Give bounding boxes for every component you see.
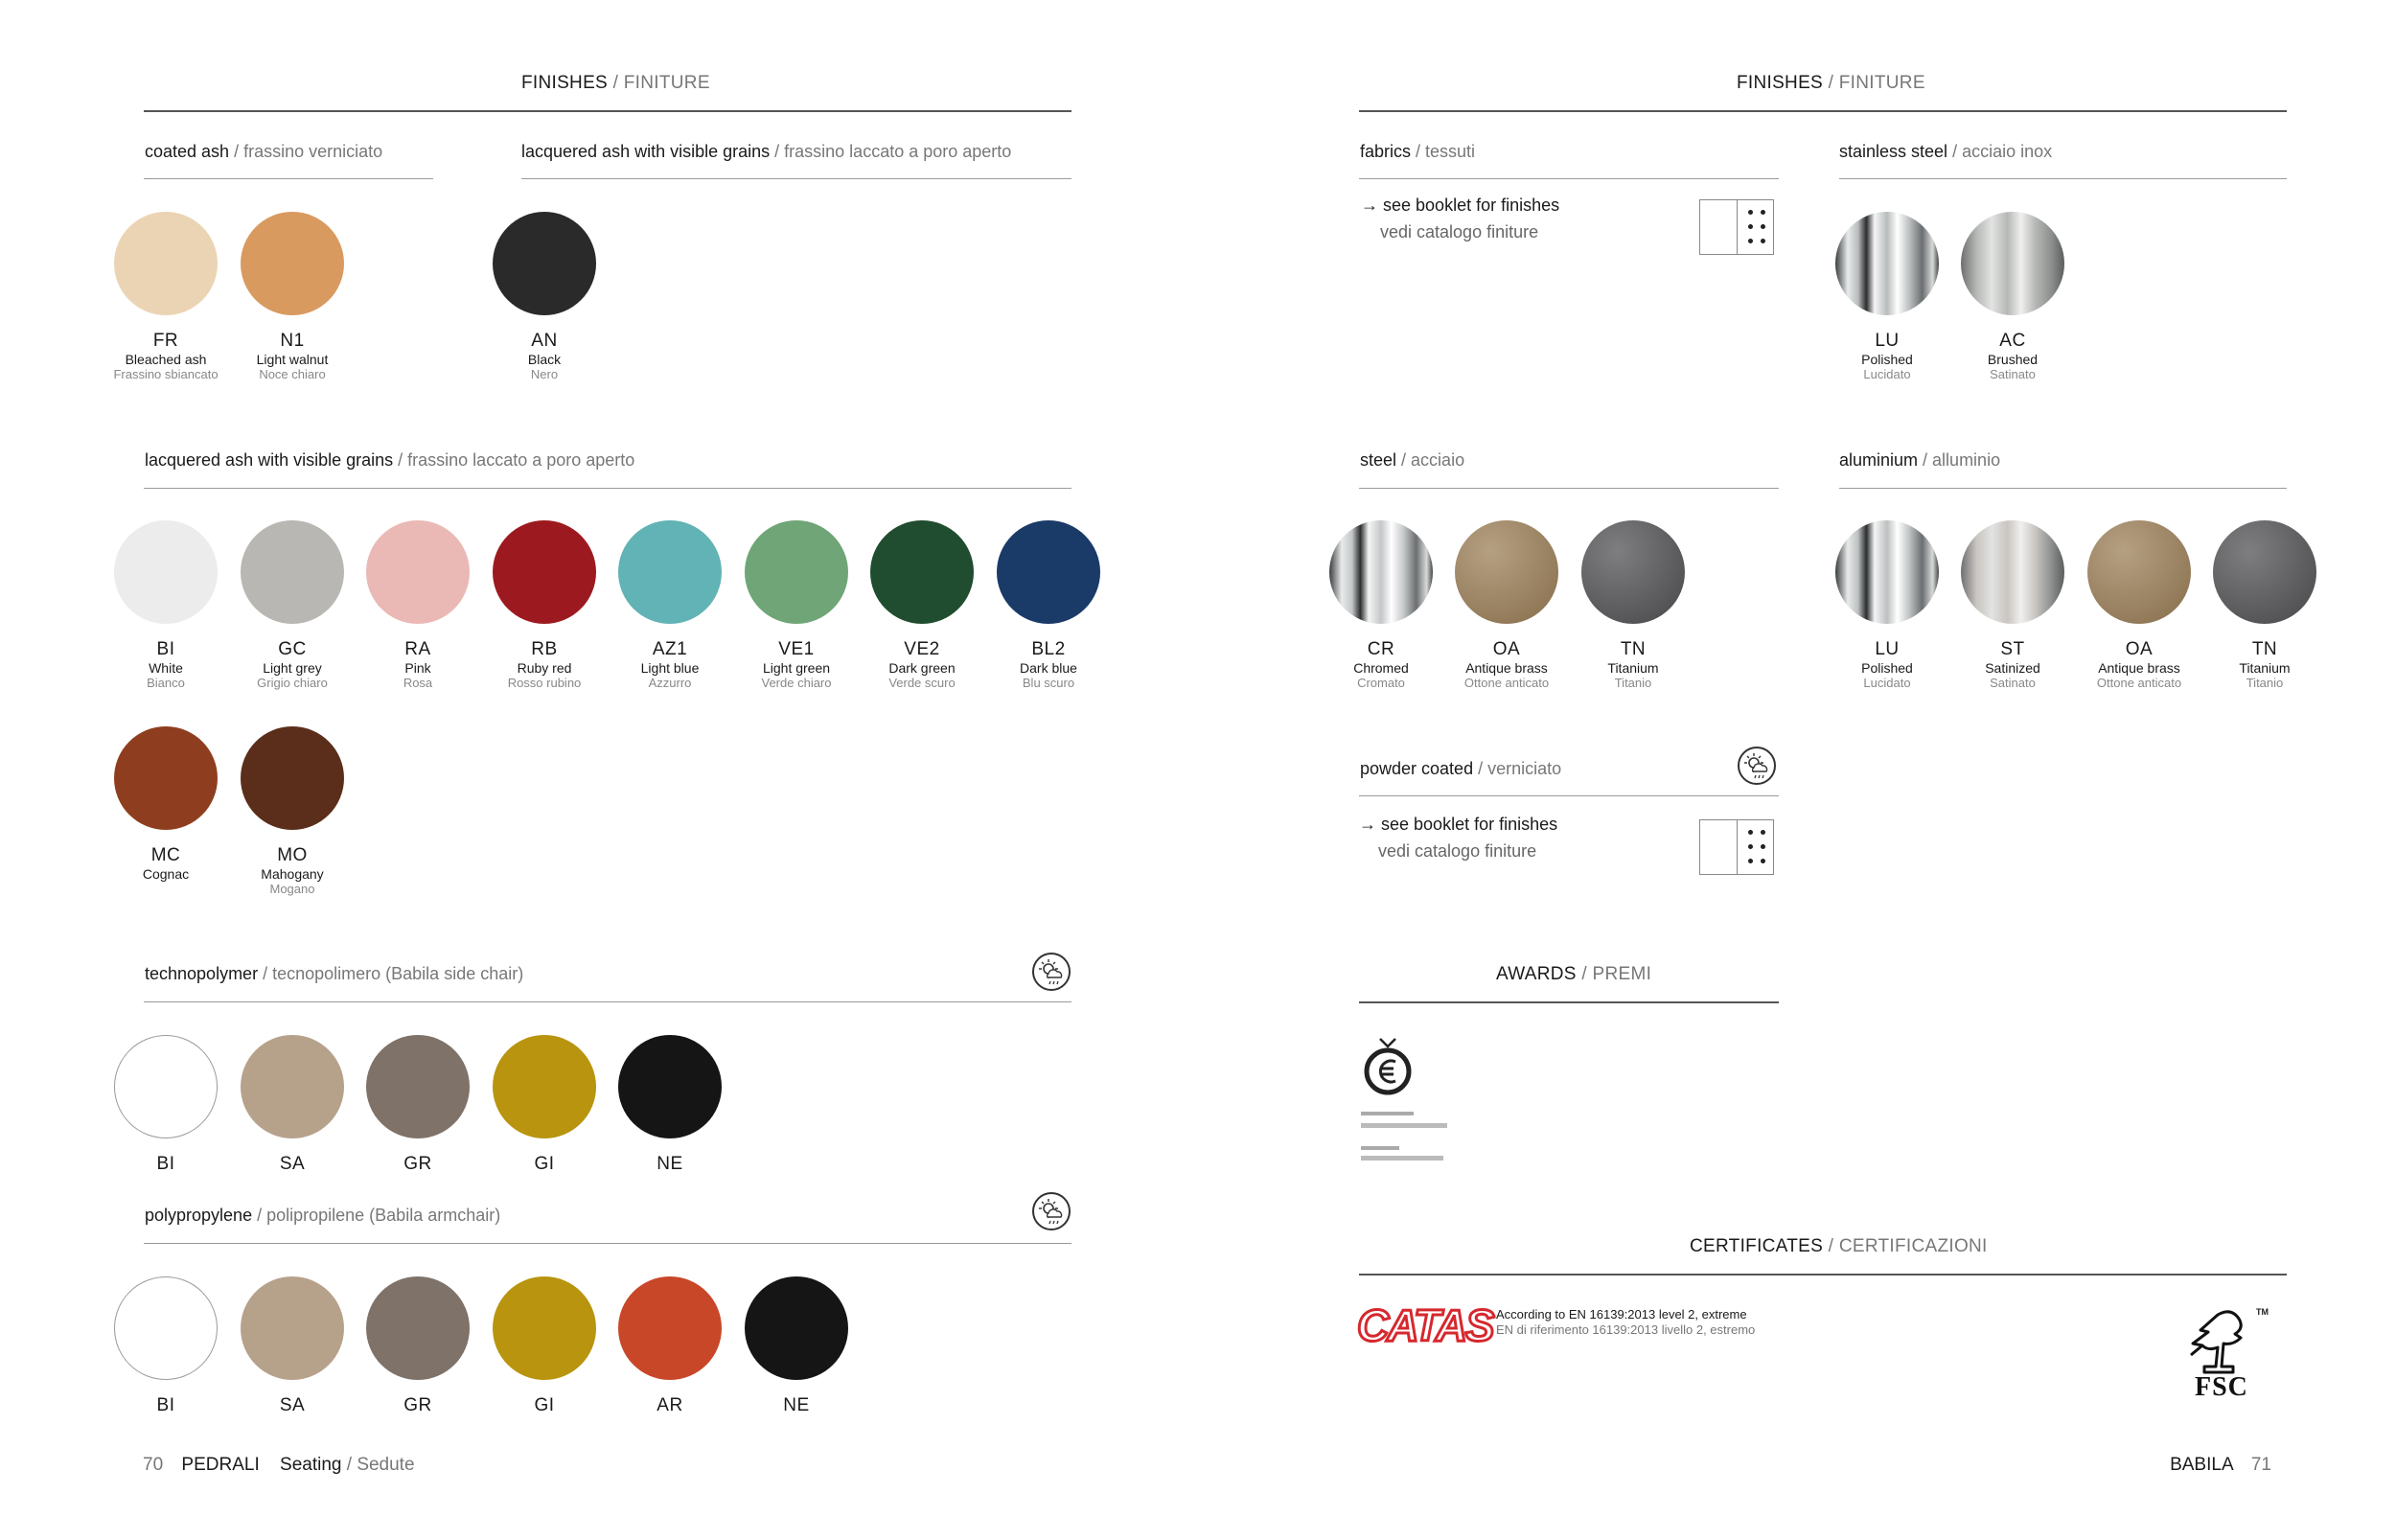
swatch-code: N1 — [280, 331, 305, 351]
swatch-name-en: White — [149, 660, 183, 676]
swatch-code: NE — [783, 1395, 810, 1415]
left-footer: 70 PEDRALI Seating / Sedute — [143, 1455, 415, 1475]
swatch-bi — [114, 1276, 218, 1380]
swatch-code: GR — [403, 1395, 432, 1415]
fabrics-booklet-note: → see booklet for finishes vedi catalogo finiture — [1361, 195, 1560, 241]
swatch-name-en: Light walnut — [256, 352, 329, 367]
swatch-cr — [1329, 520, 1433, 624]
swatch-name-it: Lucidato — [1863, 676, 1911, 690]
swatch-name-it: Ottone anticato — [2096, 676, 2182, 690]
powder-rule — [1359, 795, 1779, 796]
certificates-header: CERTIFICATES / CERTIFICAZIONI — [1690, 1236, 1988, 1256]
swatch-name-en: Ruby red — [517, 660, 572, 676]
swatch-name-it: Frassino sbiancato — [113, 367, 219, 381]
swatch-name-en: Antique brass — [2098, 660, 2180, 676]
swatch-code: GR — [403, 1154, 432, 1174]
swatch-name-it: Blu scuro — [1022, 676, 1075, 690]
swatch-bi — [114, 1035, 218, 1138]
booklet-icon — [1699, 199, 1774, 255]
page-number-right: 71 — [2250, 1455, 2271, 1475]
swatch-name-en: Dark green — [888, 660, 956, 676]
swatch-name-en: Antique brass — [1465, 660, 1548, 676]
swatch-ra — [366, 520, 470, 624]
swatch-name-en: Black — [527, 352, 562, 367]
swatch-name-en: Satinized — [1985, 660, 2040, 676]
section-aluminium: aluminium / alluminio — [1839, 450, 2001, 470]
section-fabrics: fabrics / tessuti — [1360, 142, 1476, 161]
swatch-name-en: Brushed — [1987, 352, 2039, 367]
swatch-name-it: Azzurro — [648, 676, 692, 690]
swatch-label — [463, 331, 626, 382]
brand-pedrali: PEDRALI — [181, 1455, 260, 1475]
swatch-sa — [241, 1276, 344, 1380]
swatch-ne — [745, 1276, 848, 1380]
header-en: FINISHES — [521, 73, 609, 93]
swatch-name-it: Bianco — [147, 676, 185, 690]
catas-logo: CATAS — [1357, 1300, 1493, 1350]
section-steel: steel / acciaio — [1360, 450, 1465, 470]
swatch-code: LU — [1875, 639, 1900, 659]
swatch-label — [211, 845, 374, 897]
swatch-label — [967, 639, 1130, 691]
swatch-name-it: Rosso rubino — [507, 676, 582, 690]
swatch-label — [1552, 639, 1715, 691]
swatch-lu — [1835, 520, 1939, 624]
swatch-oa — [2087, 520, 2191, 624]
swatch-code: VE2 — [904, 639, 940, 659]
swatch-label — [588, 1154, 751, 1175]
swatch-name-it: Verde chiaro — [761, 676, 832, 690]
swatch-code: ST — [2000, 639, 2025, 659]
swatch-code: NE — [657, 1154, 683, 1174]
swatch-code: BL2 — [1031, 639, 1066, 659]
swatch-name-en: Polished — [1861, 352, 1913, 367]
swatch-code: RB — [531, 639, 558, 659]
fsc-logo — [2181, 1307, 2273, 1403]
swatch-name-en: Mahogany — [261, 866, 324, 882]
brand-babila: BABILA — [2170, 1455, 2233, 1475]
swatch-label — [715, 1395, 878, 1416]
swatch-name-it: Rosa — [403, 676, 433, 690]
swatch-code: OA — [2125, 639, 2154, 659]
fsc-tm: TM — [2256, 1307, 2269, 1317]
swatch-name-it: Nero — [530, 367, 559, 381]
swatch-code: SA — [279, 1154, 306, 1174]
left-header-rule — [144, 110, 1071, 112]
swatch-name-en: Chromed — [1353, 660, 1409, 676]
swatch-label — [2183, 639, 2346, 691]
swatch-code: GC — [278, 639, 307, 659]
left-header: FINISHES / FINITURE — [521, 73, 710, 93]
swatch-name-it: Noce chiaro — [259, 367, 326, 381]
coated-ash-rule — [144, 178, 433, 179]
swatch-code: BI — [156, 639, 175, 659]
swatch-code: MC — [150, 845, 181, 865]
swatch-gr — [366, 1035, 470, 1138]
swatch-code: TN — [2251, 639, 2278, 659]
fsc-tree-icon — [2185, 1307, 2266, 1374]
swatch-label — [211, 331, 374, 382]
swatch-name-en: Titanium — [2239, 660, 2291, 676]
swatch-name-en: Cognac — [142, 866, 190, 882]
swatch-name-it: Mogano — [269, 882, 315, 896]
swatch-mc — [114, 726, 218, 830]
swatch-n1 — [241, 212, 344, 315]
right-header: FINISHES / FINITURE — [1737, 73, 1925, 93]
powder-booklet-note: → see booklet for finishes vedi catalogo finiture — [1359, 815, 1558, 861]
swatch-code: SA — [279, 1395, 306, 1415]
arrow-icon: → — [1359, 815, 1376, 834]
swatch-name-en: Bleached ash — [125, 352, 207, 367]
awards-header: AWARDS / PREMI — [1496, 964, 1652, 984]
section-powder-coated: powder coated / verniciato — [1360, 759, 1562, 778]
swatch-code: AR — [657, 1395, 683, 1415]
fabrics-rule — [1359, 178, 1779, 179]
swatch-code: RA — [404, 639, 431, 659]
swatch-code: CR — [1367, 639, 1395, 659]
swatch-code: AN — [531, 331, 558, 351]
section-lacquered-ash-grid: lacquered ash with visible grains / frassino laccato a poro aperto — [145, 450, 635, 470]
right-header-rule — [1359, 110, 2287, 112]
catas-note: According to EN 16139:2013 level 2, extreme EN di riferimento 16139:2013 livello 2, estremo — [1496, 1307, 1756, 1337]
weather-icon — [1738, 747, 1776, 785]
swatch-gr — [366, 1276, 470, 1380]
swatch-tn — [1581, 520, 1685, 624]
weather-icon — [1032, 953, 1071, 991]
swatch-bi — [114, 520, 218, 624]
stainless-rule — [1839, 178, 2287, 179]
swatch-code: LU — [1875, 331, 1900, 351]
weather-icon — [1032, 1192, 1071, 1230]
fsc-text: FSC — [2195, 1372, 2248, 1402]
steel-rule — [1359, 488, 1779, 489]
swatch-code: FR — [152, 331, 179, 351]
section-stainless-steel: stainless steel / acciaio inox — [1839, 142, 2053, 161]
swatch-bl2 — [997, 520, 1100, 624]
swatch-name-en: Light grey — [263, 660, 322, 676]
swatch-rb — [493, 520, 596, 624]
awards-rule — [1359, 1001, 1779, 1003]
swatch-name-en: Dark blue — [1020, 660, 1077, 676]
lacquered-top-rule — [521, 178, 1071, 179]
swatch-name-en: Pink — [404, 660, 431, 676]
swatch-gc — [241, 520, 344, 624]
swatch-fr — [114, 212, 218, 315]
arrow-icon: → — [1361, 195, 1378, 215]
swatch-code: TN — [1620, 639, 1647, 659]
swatch-ne — [618, 1035, 722, 1138]
swatch-ac — [1961, 212, 2064, 315]
swatch-az1 — [618, 520, 722, 624]
swatch-name-it: Grigio chiaro — [257, 676, 328, 690]
swatch-name-en: Titanium — [1607, 660, 1659, 676]
swatch-gi — [493, 1035, 596, 1138]
swatch-name-it: Verde scuro — [888, 676, 956, 690]
swatch-name-it: Cromato — [1357, 676, 1405, 690]
section-polypropylene: polypropylene / polipropilene (Babila armchair) — [145, 1206, 501, 1225]
swatch-code: AZ1 — [652, 639, 688, 659]
swatch-lu — [1835, 212, 1939, 315]
swatch-tn — [2213, 520, 2316, 624]
swatch-code: GI — [534, 1154, 555, 1174]
swatch-code: OA — [1492, 639, 1521, 659]
swatch-an — [493, 212, 596, 315]
swatch-code: GI — [534, 1395, 555, 1415]
swatch-ve2 — [870, 520, 974, 624]
swatch-code: BI — [156, 1154, 175, 1174]
swatch-name-en: Polished — [1861, 660, 1913, 676]
booklet-icon — [1699, 819, 1774, 875]
swatch-name-en: Light green — [762, 660, 831, 676]
swatch-st — [1961, 520, 2064, 624]
polypropylene-rule — [144, 1243, 1071, 1244]
swatch-code: VE1 — [778, 639, 815, 659]
header-it: FINITURE — [623, 73, 710, 93]
swatch-name-it: Satinato — [1990, 367, 2036, 381]
swatch-name-it: Titanio — [2246, 676, 2284, 690]
swatch-oa — [1455, 520, 1558, 624]
swatch-name-it: Titanio — [1614, 676, 1652, 690]
right-footer — [2170, 1455, 2271, 1476]
swatch-sa — [241, 1035, 344, 1138]
swatch-code: BI — [156, 1395, 175, 1415]
swatch-name-it: Lucidato — [1863, 367, 1911, 381]
swatch-ar — [618, 1276, 722, 1380]
award-medal-icon — [1359, 1033, 1455, 1182]
page-number-left: 70 — [143, 1455, 164, 1475]
section-seating: Seating — [280, 1455, 342, 1475]
section-technopolymer: technopolymer / tecnopolimero (Babila side chair) — [145, 964, 524, 983]
swatch-code: AC — [1999, 331, 2026, 351]
swatch-name-en: Light blue — [640, 660, 700, 676]
lacquered-grid-rule — [144, 488, 1071, 489]
swatch-name-it: Ottone anticato — [1463, 676, 1550, 690]
swatch-gi — [493, 1276, 596, 1380]
swatch-name-it: Satinato — [1990, 676, 2036, 690]
certificates-rule — [1359, 1274, 2287, 1276]
swatch-mo — [241, 726, 344, 830]
swatch-label — [1931, 331, 2094, 382]
section-lacquered-ash-top: lacquered ash with visible grains / frassino laccato a poro aperto — [521, 142, 1012, 161]
section-coated-ash: coated ash / frassino verniciato — [145, 142, 383, 161]
swatch-code: MO — [277, 845, 308, 865]
aluminium-rule — [1839, 488, 2287, 489]
swatch-ve1 — [745, 520, 848, 624]
technopolymer-rule — [144, 1001, 1071, 1002]
